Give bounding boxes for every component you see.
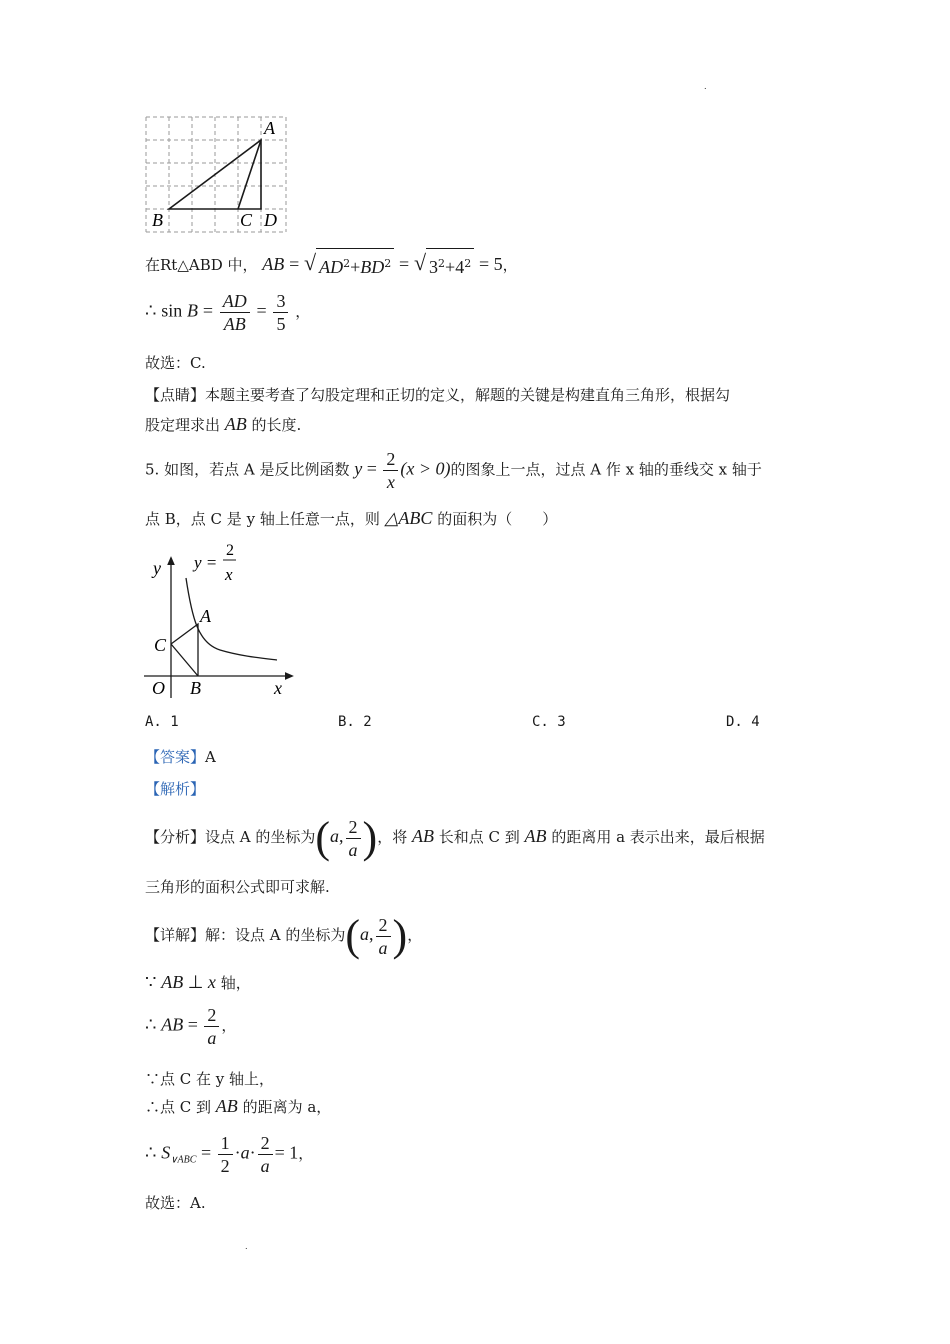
sin-line: ∴ sin B = $\frac{AD}{AB}$ = $\frac{3}{5}$ ，	[145, 291, 311, 334]
dot-mark: .	[245, 1242, 248, 1251]
origin-O: O	[152, 678, 165, 698]
sqrt-1: √ $AD^2+BD^2$	[304, 248, 394, 283]
option-d: D. 4	[726, 714, 760, 730]
question-5-line-2: 点 B，点 C 是 y 轴上任意一点，则 △ABC 的面积为（ ）	[145, 508, 558, 528]
comment-line-1: 【点睛】本题主要考查了勾股定理和正切的定义，解题的关键是构建直角三角形，根据勾	[145, 386, 731, 404]
fraction: $\frac{3}{5}$	[273, 290, 288, 335]
grid-triangle-figure	[140, 110, 295, 235]
option-c: C. 3	[532, 714, 566, 730]
point-B: B	[190, 678, 201, 698]
axis-y-label: y	[153, 558, 161, 578]
choice-c-line: 故选：C.	[145, 354, 206, 372]
answer-line: 【答案】A	[145, 748, 216, 766]
step-5: ∴ $S_{\vee ABC}$ = $\frac{1}{2}$ ·a· $\frac{2}{a}$ = 1，	[145, 1133, 314, 1176]
function-den: x	[225, 565, 233, 584]
hyperbola-figure	[140, 538, 300, 703]
label-D: D	[264, 210, 277, 230]
analysis-line-1: 【分析】设点 A 的坐标为(a, $\frac{2}{a}$ )，将 AB 长和点 C 到 AB 的距离用 a 表示出来，最后根据	[145, 813, 765, 862]
analysis-line-2: 三角形的面积公式即可求解.	[145, 878, 330, 896]
question-5-line-1: 5. 如图，若点 A 是反比例函数 y = $\frac{2}{x}$ (x > 0)的图象上一点，过点 A 作 x 轴的垂线交 x 轴于	[145, 449, 762, 492]
fraction: $\frac{2}{a}$	[376, 914, 391, 959]
fraction: $\frac{2}{a}$	[258, 1132, 273, 1177]
point-A: A	[200, 606, 211, 626]
function-num: 2	[226, 542, 234, 559]
axis-x-label: x	[274, 678, 282, 698]
step-4: ∴点 C 到 AB 的距离为 a，	[145, 1096, 332, 1116]
label-B: B	[152, 210, 163, 230]
fraction: $\frac{2}{a}$	[204, 1004, 219, 1049]
fraction: $\frac{2}{x}$	[383, 448, 398, 493]
final-answer: 故选：A.	[145, 1194, 206, 1212]
label-C: C	[240, 210, 253, 230]
step-1: ∵ AB ⊥ x 轴，	[145, 972, 251, 992]
sqrt-2: √ $3^2+4^2$	[414, 248, 474, 283]
detail-line-1: 【详解】解：设点 A 的坐标为(a, $\frac{2}{a}$ )，	[145, 911, 423, 960]
fraction: $\frac{AD}{AB}$	[220, 290, 250, 335]
option-a: A. 1	[145, 714, 179, 730]
dot-mark: .	[704, 82, 707, 91]
function-label: y =	[194, 553, 218, 572]
label-A: A	[264, 118, 275, 138]
step-3: ∵点 C 在 y 轴上，	[145, 1070, 275, 1088]
option-b: B. 2	[338, 714, 372, 730]
point-C: C	[154, 635, 167, 655]
fraction: $\frac{1}{2}$	[218, 1132, 233, 1177]
pythagoras-line: 在Rt△ABD 中， AB = √ $AD^2+BD^2$ = √ $3^2+4^2$ = 5，	[145, 248, 518, 283]
comment-line-2: 股定理求出 AB 的长度.	[145, 414, 302, 434]
step-2: ∴ AB = $\frac{2}{a}$ ，	[145, 1005, 237, 1048]
fraction: $\frac{2}{a}$	[346, 816, 361, 861]
analysis-label: 【解析】	[145, 780, 206, 798]
